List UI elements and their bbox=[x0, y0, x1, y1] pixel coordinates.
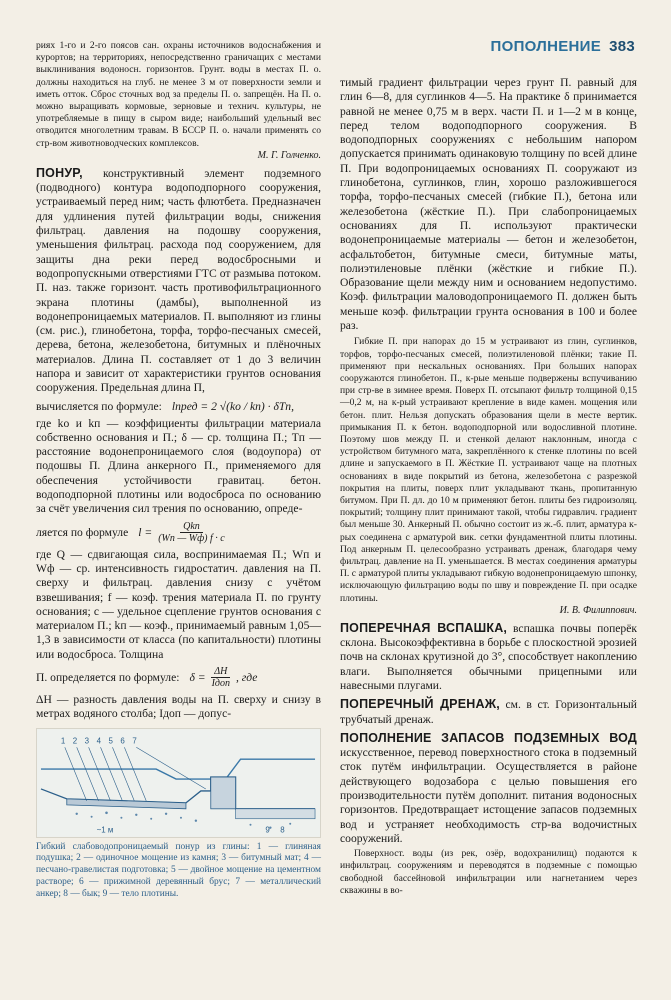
ponur-flexible-paragraph: Гибкие П. при напорах до 15 м устраивают из глин, суглинков, торфов, торфо-песчаных смесей, полиэтиленовой плёнки; такие П. применяют при нескальных основаниях. При больших напорах сооружаются глинобетон. П., к-рые меньше подвержены вспучиванию при стр-ве в зимнее время. Поверх П. отсыпают фильтр толщиной 0,15—0,2 м, на к-рый устраивают крепление в виде камен. мощения или бетон. плит. Нельзя допускать образования щели в месте вертик. примыкания П. к бетон. водоподпорной или водосливной плотине. Поэтому шов между П. и стенкой делают наклонным, иногда с устройством битумного мата, закреплённого к стенке плотины по всей длине и запускаемого в П. Жёсткие П. устраивают чаще на плотных основаниях в виде покрытий из бетона, железобетона с разрезкой покрытия на плиты, поверх плит укладывают ткань, пропитанную битумом. При П. дл. до 10 м применяют бетон. плиты без гидроизоляц. покрытий; толщину плит принимают такой, чтобы гидравлич. градиент был меньше 30. Анкерный П. обычно состоит из ж.-б. плит, арматура к-рых соединена с арматурой вик. сетки фундаментной плиты плотины. Под анкерным П. целесообразно устраивать дренаж, благодаря чему фильтрац. давление на П. уменьшается. В местах соединения арматуры П. с арматурой плиты укладывают гибкую водонепроницаемую шпонку, исключающую фильтрацию воды по шву и повреждение П. при осадке плотины. bbox=[340, 336, 637, 604]
formula-2-denominator: (Wп — Wф) f · c bbox=[158, 532, 225, 544]
popolnenie-definition: искусственное, перевод поверхностного стока в подземный сток путём инфильтрации. Осуществляется в районе действующего водозабора с целью повышения его производительности путём дополнит. питания водоносных горизонтов. Предотвращает истощение запасов подземных вод и устраняет необходимость стр-ва водочистных сооружений. bbox=[340, 746, 637, 845]
formula-3-lhs: δ = bbox=[189, 671, 206, 685]
fig-label-9: 9 bbox=[265, 825, 270, 835]
formula-3 bbox=[36, 666, 321, 689]
intro-paragraph: риях 1-го и 2-го поясов сан. охраны источников водоснабжения и курортов; на территориях, непосредственно граничащих с местами выклинивания водоносн. горизонтов. Грунт. воды в местах П. о. должны находиться на глуб. не менее 3 м от поверхности земли и иметь отток. Сброс сточных вод за пределы П. о. запрещён. На П. о. можно выращивать кормовые, зерновые и технич. культуры, не употребляемые в пищу в сыром виде; наибольший удельный вес отводится многолетним травам. В БССР П. о. начали применять со стр-вом животноводческих комплексов. bbox=[36, 40, 321, 149]
entry-drenazh bbox=[340, 697, 637, 727]
entry-ponur bbox=[36, 166, 321, 722]
header-title: ПОПОЛНЕНИЕ bbox=[490, 38, 602, 55]
foundation-slab bbox=[236, 808, 315, 818]
popolnenie-paragraph-2: Поверхност. воды (из рек, озёр, водохранилищ) подаются к инфильтрац. сооружениям и переводятся в подземные с помощью свободной бассейновой инфильтрации или нагнетанием через скважины в во- bbox=[340, 848, 637, 896]
fig-label-6: 6 bbox=[120, 735, 125, 745]
left-column bbox=[36, 40, 321, 901]
term-vspashka: ПОПЕРЕЧНАЯ ВСПАШКА, bbox=[340, 620, 508, 635]
ponur-definition: конструктивный элемент подземного (подводного) контура водоподпорного сооружения, устраиваемый перед ним; часть флютбета. Предназначен для удлинения путей фильтрации воды, снижения фильтрац. давления на подошву сооружения, уменьшения фильтрац. расхода под сооружением, для защиты дна реки перед водосбросными и водопропускными отверстиями ГТС от размыва потоком. П. наз. также горизонт. часть противофильтрационного экрана плотины (дамбы), выполненной из водонепроницаемых материалов. П. выполняют из глины (см. рис.), глинобетона, торфа, торфо-песчаных смесей, дерева, бетона, железобетона, битумных и плёночных материалов. Длина П. составляет от 1 до 3 величин напора и зависит от характеристики грунтов основания сооружения. Предельная длина П, bbox=[36, 166, 321, 395]
term-popolnenie: ПОПОЛНЕНИЕ ЗАПАСОВ ПОДЗЕМНЫХ ВОД bbox=[340, 730, 637, 745]
ponur-continuation: тимый градиент фильтрации через грунт П. равный для глин 6—8, для суглинков 4—5. На практике δ принимается равной не менее 0,75 м в верх. части П. и 1—2 м в конце, перед телом водоподпорного сооружения. В водоподпорных сооружениях с небольшим напором допускается принимать одинаковую толщину по всей длине П. При водопроницаемых основаниях П. сооружают из глинобетона, суглинков, глин, хорошо разложившегося торфа, торфо-песчаных смесей (гибкие П.), бетона или железобетона (жёсткие П.). При слабопроницаемых основаниях для П. используют практически водонепроницаемые материалы — бетон и железобетон, асфальтобетон, битумные смеси, битумные маты, полиэтиленовые плёнки (жёсткие и гибкие П.). Образование щели между ним и основанием недопустимо. Коэф. фильтрации маловодопроницаемого П. должен быть меньше коэф. фильтрации грунта основания в 100 и более раз. bbox=[340, 76, 637, 333]
page-header bbox=[491, 38, 635, 55]
term-ponur: ПОНУР, bbox=[36, 165, 83, 180]
drenazh-reference: см. в ст. Горизонтальный трубчатый дренаж. bbox=[340, 698, 637, 726]
ponur-paragraph-2: где kо и kп — коэффициенты фильтрации материала собственно основания и П.; δ — ср. толщина П.; Tп — расстояние водонепроницаемого слоя (водоупора) от подошвы П. Длина анкерного П., применяемого для обеспечения устойчивости гравитац. бетон. водоподпорной плотины или водосброса по основанию за счёт увеличения сил трения по основанию, опреде- bbox=[36, 416, 321, 516]
formula-2-intro: ляется по формуле bbox=[36, 525, 129, 539]
formula-1-expression: lпред = 2 √(kо / kп) · δTп, bbox=[171, 399, 294, 413]
entry-vspashka bbox=[340, 621, 637, 693]
ponur-author: И. В. Филиппович. bbox=[559, 604, 637, 616]
formula-3-numerator: ΔH bbox=[211, 666, 230, 678]
ponur-diagram bbox=[37, 729, 320, 837]
formula-1 bbox=[36, 400, 321, 413]
fig-scale: ~1 м bbox=[96, 825, 114, 835]
figure-caption: Гибкий слабоводопроницаемый понур из глины: 1 — глиняная подушка; 2 — одиночное мощение из камня; 3 — битумный мат; 4 — песчано-гравелистая подготовка; 5 — двойное мощение на цементном растворе; 6 — прижимной деревянный брус; 7 — металлический анкер; 8 — бык; 9 — тело плотины. bbox=[36, 841, 321, 899]
ponur-paragraph-4: ΔH — разность давления воды на П. сверху и снизу в метрах водяного столба; Iдоп — допус- bbox=[36, 693, 321, 721]
fig-label-1: 1 bbox=[60, 735, 66, 745]
formula-2-numerator: Qkп bbox=[180, 521, 203, 533]
formula-1-intro: вычисляется по формуле: bbox=[36, 399, 162, 413]
ponur-paragraph-3: где Q — сдвигающая сила, воспринимаемая П.; Wп и Wф — ср. интенсивность гидростатич. давления на П. сверху и фильтрац. давления снизу с учётом взвешивания; f — коэф. трения материала П. по грунту основания; c — удельное сцепление грунтов основания с материалом П.; kп — коэф., принимаемый равным 1,05—1,3 в зависимости от класса (по капитальности) плотины или водосброса. Толщина bbox=[36, 547, 321, 661]
fig-label-8: 8 bbox=[280, 825, 285, 835]
dam-body bbox=[211, 777, 236, 809]
fig-label-3: 3 bbox=[84, 735, 90, 745]
entry-popolnenie bbox=[340, 731, 637, 897]
vspashka-definition: вспашка почвы поперёк склона. Высокоэффективна в борьбе с плоскостной эрозией почв на склонах крутизной до 3°, способствует накоплению влаги. Выполняется обычными прицепными или навесными плугами. bbox=[340, 621, 637, 692]
formula-3-denominator: Iдоп bbox=[211, 678, 230, 690]
fig-label-7: 7 bbox=[132, 735, 137, 745]
ponur-figure bbox=[36, 728, 321, 838]
formula-3-tail: , где bbox=[235, 671, 258, 685]
fig-label-5: 5 bbox=[108, 735, 113, 745]
formula-2 bbox=[36, 521, 321, 544]
right-column bbox=[340, 76, 637, 897]
formula-2-lhs: l = bbox=[138, 525, 153, 539]
formula-3-intro: П. определяется по формуле: bbox=[36, 671, 180, 685]
fig-label-4: 4 bbox=[96, 735, 102, 745]
term-drenazh: ПОПЕРЕЧНЫЙ ДРЕНАЖ, bbox=[340, 697, 500, 712]
intro-author: М. Г. Голченко. bbox=[257, 149, 321, 161]
fig-label-2: 2 bbox=[72, 735, 78, 745]
page-number: 383 bbox=[609, 38, 635, 55]
